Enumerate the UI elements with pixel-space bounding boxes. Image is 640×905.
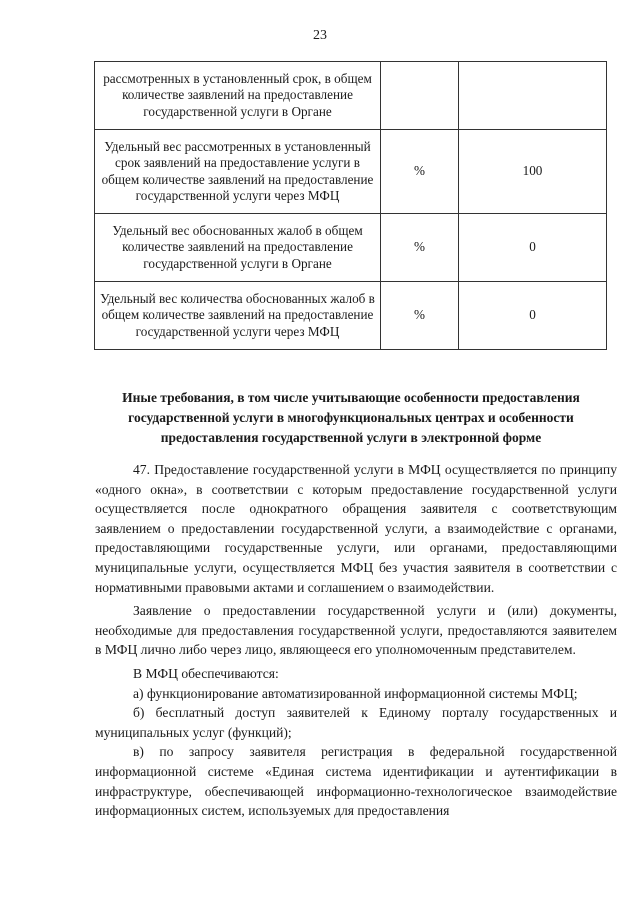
- table-row: [95, 214, 607, 282]
- section-heading: Иные требования, в том числе учитывающие особенности предоставления государственной услуги в многофункциональных центрах и особенности предоставления государственной услуги в электронной форме: [122, 390, 580, 445]
- indicator-unit-cell: [381, 62, 459, 130]
- paragraph: 47. Предоставление государственной услуги в МФЦ осуществляется по принципу «одного окна», в соответствии с которым предоставление государственной услуги осуществляется после однократного обращения заявителя с соответствующим заявлением о предоставлении государственной услуги, а взаимодействие с органами, предоставляющими государственные услуги, или органами, предоставляющими муниципальные услуги, осуществляется МФЦ без участия заявителя в соответствии с нормативными правовыми актами и соглашением о взаимодействии.: [95, 462, 617, 595]
- indicator-unit-cell: %: [381, 282, 459, 350]
- indicator-name-cell: Удельный вес обоснованных жалоб в общем количестве заявлений на предоставление государственной услуги в Органе: [95, 214, 381, 282]
- indicator-value-cell: 100: [459, 130, 607, 214]
- table-row: [95, 62, 607, 130]
- paragraph: б) бесплатный доступ заявителей к Единому порталу государственных и муниципальных услуг (функций);: [95, 705, 617, 740]
- indicators-table: [94, 61, 607, 350]
- indicator-unit-cell: %: [381, 130, 459, 214]
- table-row: [95, 130, 607, 214]
- page-number: 23: [313, 28, 327, 43]
- table-row: [95, 282, 607, 350]
- indicator-value-cell: 0: [459, 282, 607, 350]
- paragraph: в) по запросу заявителя регистрация в федеральной государственной информационной системе «Единая система идентификации и аутентификации в инфраструктуре, обеспечивающей информационно-технологическое взаимодействие информационных систем, используемых для предоставления: [95, 744, 617, 819]
- indicator-name-cell: Удельный вес рассмотренных в установленный срок заявлений на предоставление услуги в общем количестве заявлений на предоставление государственной услуги через МФЦ: [95, 130, 381, 214]
- paragraph: В МФЦ обеспечиваются:: [133, 665, 279, 681]
- indicator-unit-cell: %: [381, 214, 459, 282]
- indicator-value-cell: [459, 62, 607, 130]
- indicator-value-cell: 0: [459, 214, 607, 282]
- indicator-name-cell: рассмотренных в установленный срок, в общем количестве заявлений на предоставление государственной услуги в Органе: [95, 62, 381, 130]
- paragraph: а) функционирование автоматизированной информационной системы МФЦ;: [133, 685, 578, 701]
- paragraph: Заявление о предоставлении государственной услуги и (или) документы, необходимые для предоставления государственной услуги, предоставляются заявителем в МФЦ лично либо через лицо, являющееся его уполномоченным представителем.: [95, 603, 617, 658]
- body-text: [95, 460, 617, 821]
- indicator-name-cell: Удельный вес количества обоснованных жалоб в общем количестве заявлений на предоставление государственной услуги через МФЦ: [95, 282, 381, 350]
